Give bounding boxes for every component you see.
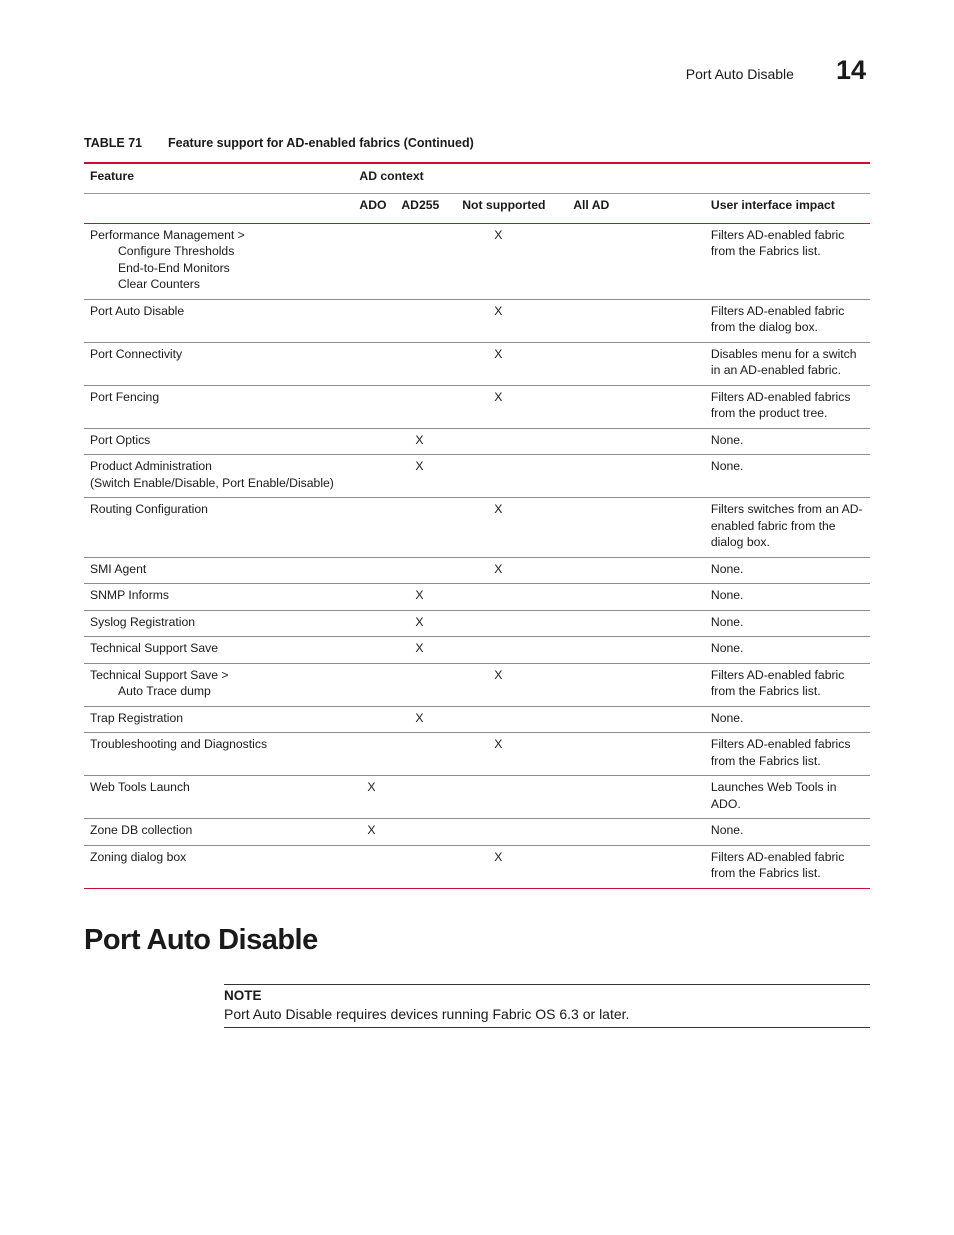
table-row — [84, 557, 870, 584]
feature-name: Port Optics — [90, 432, 151, 447]
feature-name: SMI Agent — [90, 561, 147, 576]
ui-impact-cell — [711, 455, 870, 498]
table-row — [84, 299, 870, 342]
all-ad-cell — [573, 733, 711, 776]
all-ad-cell — [573, 610, 711, 637]
ui-impact-text: None. — [710, 432, 744, 447]
table-title: Feature support for AD-enabled fabrics (Continued) — [168, 136, 474, 150]
header-ado: ADO — [359, 193, 401, 223]
header-not-supported: Not supported — [462, 193, 573, 223]
not-supported-cell: X — [462, 342, 573, 385]
not-supported-cell: X — [462, 223, 573, 299]
running-header — [686, 57, 866, 84]
feature-cell — [84, 663, 359, 706]
ui-impact-cell — [711, 845, 870, 888]
not-supported-cell — [462, 819, 573, 846]
not-supported-cell: X — [462, 845, 573, 888]
ui-impact-cell — [711, 663, 870, 706]
all-ad-cell — [573, 557, 711, 584]
ui-impact-cell — [711, 610, 870, 637]
all-ad-cell — [573, 845, 711, 888]
ui-impact-cell — [711, 776, 870, 819]
table-row — [84, 819, 870, 846]
ad255-cell — [401, 819, 462, 846]
feature-name: Port Fencing — [90, 389, 160, 404]
feature-name: Product Administration — [90, 459, 212, 473]
table-header-row — [84, 163, 870, 193]
feature-cell — [84, 557, 359, 584]
all-ad-cell — [573, 342, 711, 385]
not-supported-cell — [462, 455, 573, 498]
not-supported-cell: X — [462, 385, 573, 428]
feature-cell — [84, 385, 359, 428]
ado-cell — [359, 223, 401, 299]
table-row — [84, 455, 870, 498]
ado-cell — [359, 706, 401, 733]
ad255-cell — [401, 557, 462, 584]
not-supported-cell — [462, 706, 573, 733]
all-ad-cell — [573, 428, 711, 455]
feature-name: Port Auto Disable — [90, 303, 185, 318]
header-ad255: AD255 — [401, 193, 462, 223]
table-subheader-row — [84, 193, 870, 223]
ado-cell — [359, 733, 401, 776]
ad255-cell — [401, 299, 462, 342]
chapter-number: 14 — [835, 55, 866, 85]
ui-impact-cell — [711, 299, 870, 342]
all-ad-cell — [573, 706, 711, 733]
ad255-cell: X — [401, 584, 462, 611]
ui-impact-cell — [711, 584, 870, 611]
ui-impact-text: None. — [710, 459, 744, 473]
all-ad-cell — [573, 584, 711, 611]
ui-impact-text: Disables menu for a switch in an AD-enabled fabric. — [710, 346, 857, 377]
ad255-cell — [401, 663, 462, 706]
table-row — [84, 385, 870, 428]
ui-impact-text: Filters AD-enabled fabric from the Fabrics list. — [710, 667, 845, 698]
ad255-cell — [401, 776, 462, 819]
feature-cell — [84, 498, 359, 558]
not-supported-cell: X — [462, 557, 573, 584]
not-supported-cell: X — [462, 498, 573, 558]
not-supported-cell — [462, 584, 573, 611]
feature-cell — [84, 819, 359, 846]
ado-cell: X — [359, 819, 401, 846]
table-number: TABLE 71 — [84, 136, 143, 150]
ado-cell — [359, 385, 401, 428]
feature-name: Syslog Registration — [90, 614, 195, 629]
header-blank — [84, 193, 359, 223]
ui-impact-text: None. — [710, 641, 744, 655]
ado-cell — [359, 663, 401, 706]
feature-name: Technical Support Save — [90, 641, 219, 655]
table-row — [84, 584, 870, 611]
ad255-cell: X — [401, 706, 462, 733]
feature-cell — [84, 299, 359, 342]
ado-cell: X — [359, 776, 401, 819]
ado-cell — [359, 342, 401, 385]
all-ad-cell — [573, 637, 711, 664]
feature-name: Routing Configuration — [90, 502, 208, 516]
header-feature: Feature — [84, 163, 359, 193]
note-label: NOTE — [224, 988, 262, 1003]
ado-cell — [359, 637, 401, 664]
ui-impact-text: None. — [710, 710, 744, 725]
feature-name: Troubleshooting and Diagnostics — [90, 737, 268, 751]
all-ad-cell — [573, 498, 711, 558]
table-row — [84, 428, 870, 455]
ui-impact-text: None. — [710, 561, 744, 576]
ado-cell — [359, 584, 401, 611]
ui-impact-text: Filters AD-enabled fabric from the Fabrics list. — [710, 227, 845, 258]
feature-cell — [84, 637, 359, 664]
all-ad-cell — [573, 663, 711, 706]
ad255-cell — [401, 385, 462, 428]
ado-cell — [359, 498, 401, 558]
table-row — [84, 706, 870, 733]
feature-name: Zoning dialog box — [90, 849, 187, 864]
ui-impact-cell — [711, 498, 870, 558]
feature-name: Trap Registration — [90, 710, 184, 725]
ad255-cell — [401, 342, 462, 385]
ad255-cell: X — [401, 455, 462, 498]
table-body — [84, 223, 870, 888]
header-all-ad: All AD — [573, 193, 711, 223]
ui-impact-text: Filters switches from an AD-enabled fabric from the dialog box. — [710, 502, 863, 549]
not-supported-cell — [462, 776, 573, 819]
ui-impact-text: None. — [710, 614, 744, 629]
not-supported-cell: X — [462, 299, 573, 342]
feature-cell — [84, 776, 359, 819]
all-ad-cell — [573, 385, 711, 428]
table-row — [84, 498, 870, 558]
not-supported-cell — [462, 637, 573, 664]
ad255-cell — [401, 845, 462, 888]
feature-subitem: Clear Counters — [118, 277, 200, 291]
feature-cell — [84, 706, 359, 733]
ado-cell — [359, 455, 401, 498]
ad255-cell — [401, 733, 462, 776]
header-ad-context: AD context — [359, 163, 870, 193]
feature-cell — [84, 733, 359, 776]
feature-name: SNMP Informs — [90, 588, 170, 602]
not-supported-cell — [462, 610, 573, 637]
not-supported-cell — [462, 428, 573, 455]
note-box — [224, 984, 870, 1028]
feature-name: Web Tools Launch — [90, 780, 190, 794]
ui-impact-text: Launches Web Tools in ADO. — [710, 780, 837, 811]
ui-impact-text: Filters AD-enabled fabrics from the product tree. — [710, 389, 851, 420]
feature-name: Technical Support Save > — [90, 667, 229, 682]
table-row — [84, 845, 870, 888]
feature-cell — [84, 342, 359, 385]
table-row — [84, 776, 870, 819]
all-ad-cell — [573, 299, 711, 342]
ui-impact-cell — [711, 428, 870, 455]
ui-impact-text: Filters AD-enabled fabric from the Fabrics list. — [710, 849, 845, 880]
table-row — [84, 663, 870, 706]
feature-cell — [84, 845, 359, 888]
ui-impact-text: None. — [710, 588, 744, 602]
all-ad-cell — [573, 223, 711, 299]
ad255-cell: X — [401, 637, 462, 664]
note-text: Port Auto Disable requires devices running Fabric OS 6.3 or later. — [224, 1006, 630, 1022]
feature-detail: (Switch Enable/Disable, Port Enable/Disable) — [90, 475, 334, 490]
all-ad-cell — [573, 455, 711, 498]
ui-impact-text: Filters AD-enabled fabrics from the Fabrics list. — [710, 737, 851, 768]
feature-name: Port Connectivity — [90, 346, 183, 361]
all-ad-cell — [573, 819, 711, 846]
ui-impact-text: Filters AD-enabled fabric from the dialog box. — [710, 303, 845, 334]
feature-cell — [84, 223, 359, 299]
feature-cell — [84, 584, 359, 611]
all-ad-cell — [573, 776, 711, 819]
ado-cell — [359, 299, 401, 342]
ui-impact-text: None. — [710, 823, 744, 837]
ad255-cell — [401, 498, 462, 558]
ui-impact-cell — [711, 637, 870, 664]
section-heading: Port Auto Disable — [84, 924, 318, 956]
ui-impact-cell — [711, 342, 870, 385]
feature-name: Performance Management > — [90, 227, 245, 242]
feature-support-table — [84, 162, 870, 889]
ui-impact-cell — [711, 733, 870, 776]
table-caption — [84, 136, 474, 150]
not-supported-cell: X — [462, 733, 573, 776]
table-row — [84, 637, 870, 664]
feature-subitem: Auto Trace dump — [118, 684, 211, 698]
feature-cell — [84, 428, 359, 455]
running-title: Port Auto Disable — [685, 66, 794, 82]
ui-impact-cell — [711, 385, 870, 428]
ado-cell — [359, 845, 401, 888]
feature-subitem: Configure Thresholds — [118, 244, 235, 258]
ui-impact-cell — [711, 706, 870, 733]
not-supported-cell: X — [462, 663, 573, 706]
feature-subitem: End-to-End Monitors — [118, 260, 230, 275]
ad255-cell — [401, 223, 462, 299]
feature-cell — [84, 610, 359, 637]
ado-cell — [359, 557, 401, 584]
table-row — [84, 342, 870, 385]
header-ui-impact: User interface impact — [711, 193, 870, 223]
table-row — [84, 733, 870, 776]
ado-cell — [359, 610, 401, 637]
ado-cell — [359, 428, 401, 455]
ui-impact-cell — [711, 819, 870, 846]
feature-cell — [84, 455, 359, 498]
feature-name: Zone DB collection — [90, 823, 193, 837]
table-row — [84, 223, 870, 299]
ad255-cell: X — [401, 428, 462, 455]
ui-impact-cell — [711, 557, 870, 584]
ui-impact-cell — [711, 223, 870, 299]
ad255-cell: X — [401, 610, 462, 637]
table-row — [84, 610, 870, 637]
